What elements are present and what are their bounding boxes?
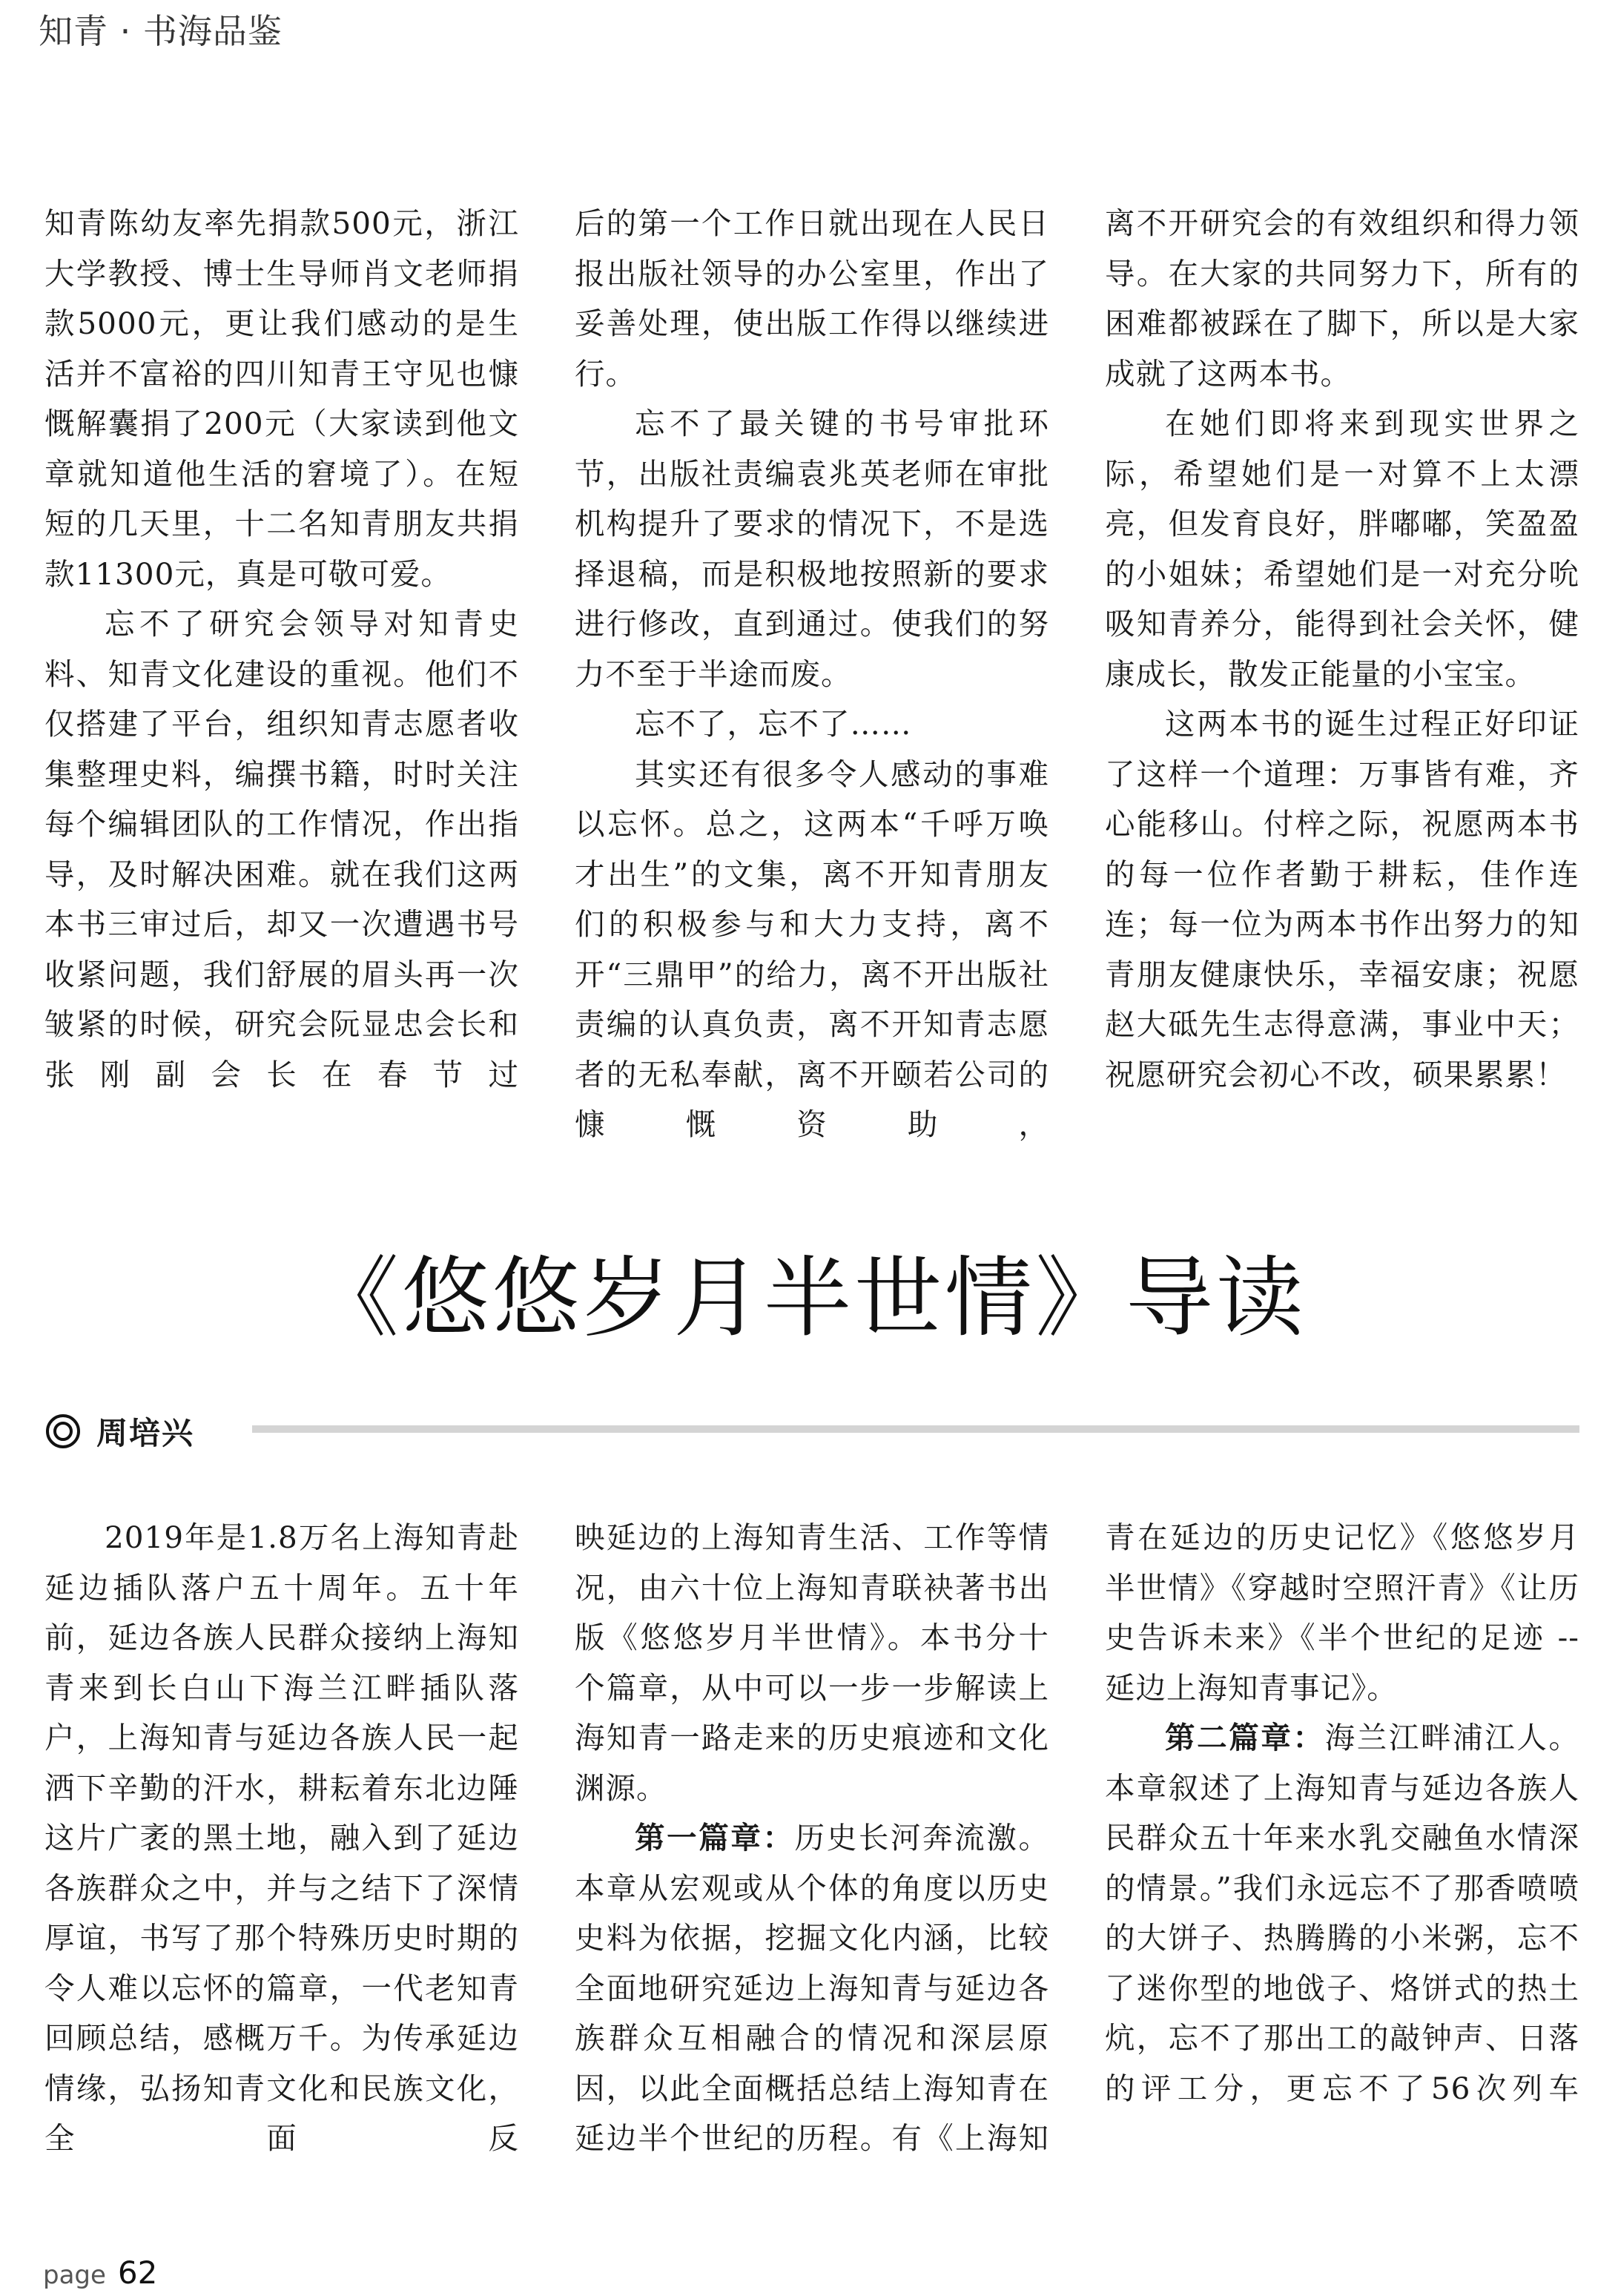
top-column-1 <box>44 199 519 1150</box>
paragraph: 其实还有很多令人感动的事难以忘怀。总之，这两本“千呼万唤才出生”的文集，离不开知青朋友们的积极参与和大力支持，离不开“三鼎甲”的给力，离不开出版社责编的认真负责，离不开知青志愿者的无私奉献，离不开颐若公司的慷慨资助， <box>575 756 1049 1142</box>
paragraph: 2019年是1.8万名上海知青赴延边插队落户五十周年。五十年前，延边各族人民群众接纳上海知青来到长白山下海兰江畔插队落户，上海知青与延边各族人民一起洒下辛勤的汗水，耕耘着东北边陲这片广袤的黑土地，融入到了延边各族群众之中，并与之结下了深情厚谊，书写了那个特殊历史时期的令人难以忘怀的篇章，一代老知青回顾总结，感概万千。为传承延边情缘，弘扬知青文化和民族文化，全面反 <box>44 1520 519 2156</box>
page-footer <box>43 2254 157 2291</box>
paragraph-text: 历史长河奔流激。本章从宏观或从个体的角度以历史史料为依据，挖掘文化内涵，比较全面地研究延边上海知青与延边各族群众互相融合的情况和深层原因，以此全面概括总结上海知青在延边半个世纪的历程。有《上海知 <box>575 1820 1049 2156</box>
paragraph-text: 海兰江畔浦江人。本章叙述了上海知青与延边各族人民群众五十年来水乳交融鱼水情深的情景。”我们永远忘不了那香喷喷的大饼子、热腾腾的小米粥，忘不了迷你型的地戗子、烙饼式的热土炕，忘不了那出工的敲钟声、日落的评工分，更忘不了56次列车 <box>1105 1720 1579 2106</box>
author-name: 周培兴 <box>96 1415 195 1451</box>
chapter-keyword: 第一篇章： <box>635 1820 795 1855</box>
article-title: 《悠悠岁月半世情》导读 <box>311 1247 1307 1349</box>
paragraph: 知青陈幼友率先捐款500元，浙江大学教授、博士生导师肖文老师捐款5000元，更让我们感动的是生活并不富裕的四川知青王守见也慷慨解囊捐了200元（大家读到他文章就知道他生活的窘境了）。在短短的几天里，十二名知青朋友共捐款11300元，真是可敬可爱。 <box>44 205 519 592</box>
section-header: 知青 · 书海品鉴 <box>39 11 283 51</box>
paragraph: 后的第一个工作日就出现在人民日报出版社领导的办公室里，作出了妥善处理，使出版工作得以继续进行。 <box>575 205 1049 392</box>
paragraph: 在她们即将来到现实世界之际，希望她们是一对算不上太漂亮，但发育良好，胖嘟嘟，笑盈盈的小姐妹；希望她们是一对充分吮吸知青养分，能得到社会关怀，健康成长，散发正能量的小宝宝。 <box>1105 406 1579 692</box>
page-label: page <box>43 2260 106 2290</box>
title-divider <box>252 1425 1579 1433</box>
paragraph: 这两本书的诞生过程正好印证了这样一个道理：万事皆有难，齐心能移山。付梓之际，祝愿两本书的每一位作者勤于耕耘，佳作连连；每一位为两本书作出努力的知青朋友健康快乐，幸福安康；祝愿赵大砥先生志得意满，事业中天；祝愿研究会初心不改，硕果累累！ <box>1105 706 1579 1092</box>
page-number: 62 <box>117 2254 158 2291</box>
top-columns <box>44 199 1579 1150</box>
paragraph: 青在延边的历史记忆》《悠悠岁月半世情》《穿越时空照汗青》《让历史告诉未来》《半个世纪的足迹 -- 延边上海知青事记》。 <box>1105 1520 1579 1706</box>
bottom-column-2 <box>575 1513 1049 2164</box>
paragraph <box>1105 1713 1579 2114</box>
paragraph: 忘不了，忘不了…… <box>635 706 912 742</box>
paragraph <box>575 1813 1049 2164</box>
paragraph: 忘不了最关键的书号审批环节，出版社责编袁兆英老师在审批机构提升了要求的情况下，不是选择退稿，而是积极地按照新的要求进行修改，直到通过。使我们的努力不至于半途而废。 <box>575 406 1049 692</box>
top-column-2 <box>575 199 1049 1150</box>
double-circle-icon <box>46 1414 80 1448</box>
byline <box>46 1409 194 1454</box>
bottom-columns <box>44 1513 1579 2164</box>
paragraph: 离不开研究会的有效组织和得力领导。在大家的共同努力下，所有的困难都被踩在了脚下，所以是大家成就了这两本书。 <box>1105 205 1579 392</box>
top-column-3 <box>1105 199 1579 1150</box>
chapter-keyword: 第二篇章： <box>1165 1720 1325 1755</box>
bottom-column-3 <box>1105 1513 1579 2164</box>
paragraph: 映延边的上海知青生活、工作等情况，由六十位上海知青联袂著书出版《悠悠岁月半世情》。本书分十个篇章，从中可以一步一步解读上海知青一路走来的历史痕迹和文化渊源。 <box>575 1520 1049 1806</box>
paragraph: 忘不了研究会领导对知青史料、知青文化建设的重视。他们不仅搭建了平台，组织知青志愿者收集整理史料，编撰书籍，时时关注每个编辑团队的工作情况，作出指导，及时解决困难。就在我们这两本书三审过后，却又一次遭遇书号收紧问题，我们舒展的眉头再一次皱紧的时候，研究会阮显忠会长和张刚副会长在春节过 <box>44 606 519 1092</box>
bottom-column-1 <box>44 1513 519 2164</box>
